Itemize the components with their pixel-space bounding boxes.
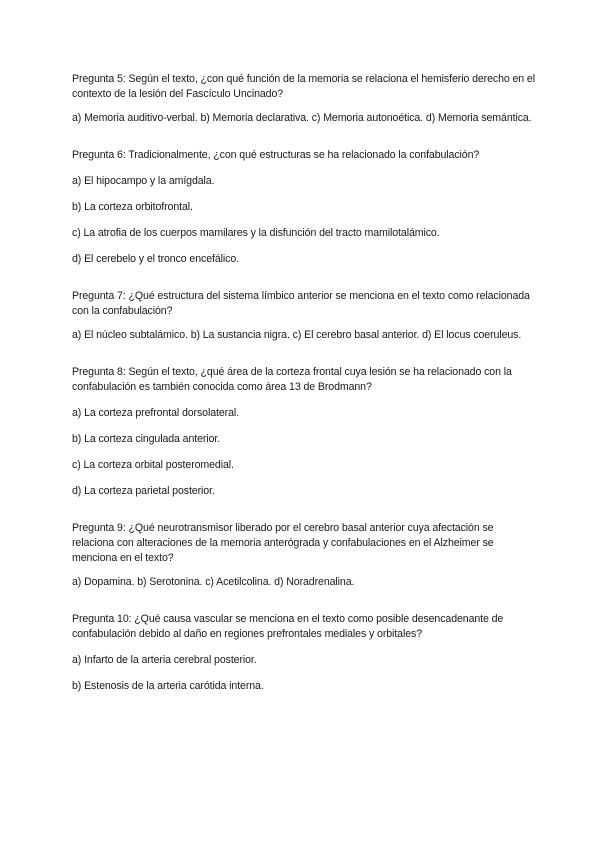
answer-option-c: c) La corteza orbital posteromedial.	[72, 459, 234, 471]
question-5	[72, 72, 537, 126]
question-prompt: Pregunta 7: ¿Qué estructura del sistema límbico anterior se menciona en el texto como relacionada con la confabulación?	[72, 290, 530, 317]
answer-option-a: a) El hipocampo y la amígdala.	[72, 175, 215, 187]
question-7	[72, 289, 537, 343]
question-prompt: Pregunta 5: Según el texto, ¿con qué función de la memoria se relaciona el hemisferio derecho en el contexto de la lesión del Fascículo Uncinado?	[72, 73, 535, 100]
answer-option-b: b) La corteza cingulada anterior.	[72, 433, 221, 445]
answer-option-b: b) Estenosis de la arteria carótida interna.	[72, 680, 264, 692]
question-9	[72, 521, 537, 590]
answer-option-a: a) La corteza prefrontal dorsolateral.	[72, 407, 239, 419]
answer-options: a) Memoria auditivo-verbal. b) Memoria declarativa. c) Memoria autonoética. d) Memoria semántica.	[72, 112, 532, 124]
answer-option-d: d) La corteza parietal posterior.	[72, 485, 215, 497]
answer-option-a: a) Infarto de la arteria cerebral posterior.	[72, 654, 257, 666]
question-prompt: Pregunta 10: ¿Qué causa vascular se menciona en el texto como posible desencadenante de confabulación debido al daño en regiones prefrontales mediales y orbitales?	[72, 613, 504, 640]
answer-options: a) El núcleo subtalámico. b) La sustancia nigra. c) El cerebro basal anterior. d) El locus coeruleus.	[72, 329, 522, 341]
question-6	[72, 148, 537, 267]
question-prompt: Pregunta 8: Según el texto, ¿qué área de la corteza frontal cuya lesión se ha relacionado con la confabulación es también conocida como área 13 de Brodmann?	[72, 366, 512, 393]
answer-options: a) Dopamina. b) Serotonina. c) Acetilcolina. d) Noradrenalina.	[72, 576, 355, 588]
answer-option-b: b) La corteza orbitofrontal.	[72, 201, 193, 213]
question-prompt: Pregunta 9: ¿Qué neurotransmisor liberado por el cerebro basal anterior cuya afectación se relaciona con alteraciones de la memoria anterógrada y confabulaciones en el Alzheimer se menciona en el texto?	[72, 522, 494, 564]
question-10	[72, 612, 537, 694]
answer-option-c: c) La atrofia de los cuerpos mamilares y la disfunción del tracto mamilotalámico.	[72, 227, 440, 239]
document-content	[72, 72, 537, 716]
answer-option-d: d) El cerebelo y el tronco encefálico.	[72, 253, 239, 265]
question-8	[72, 365, 537, 499]
question-prompt: Pregunta 6: Tradicionalmente, ¿con qué estructuras se ha relacionado la confabulación?	[72, 149, 480, 161]
